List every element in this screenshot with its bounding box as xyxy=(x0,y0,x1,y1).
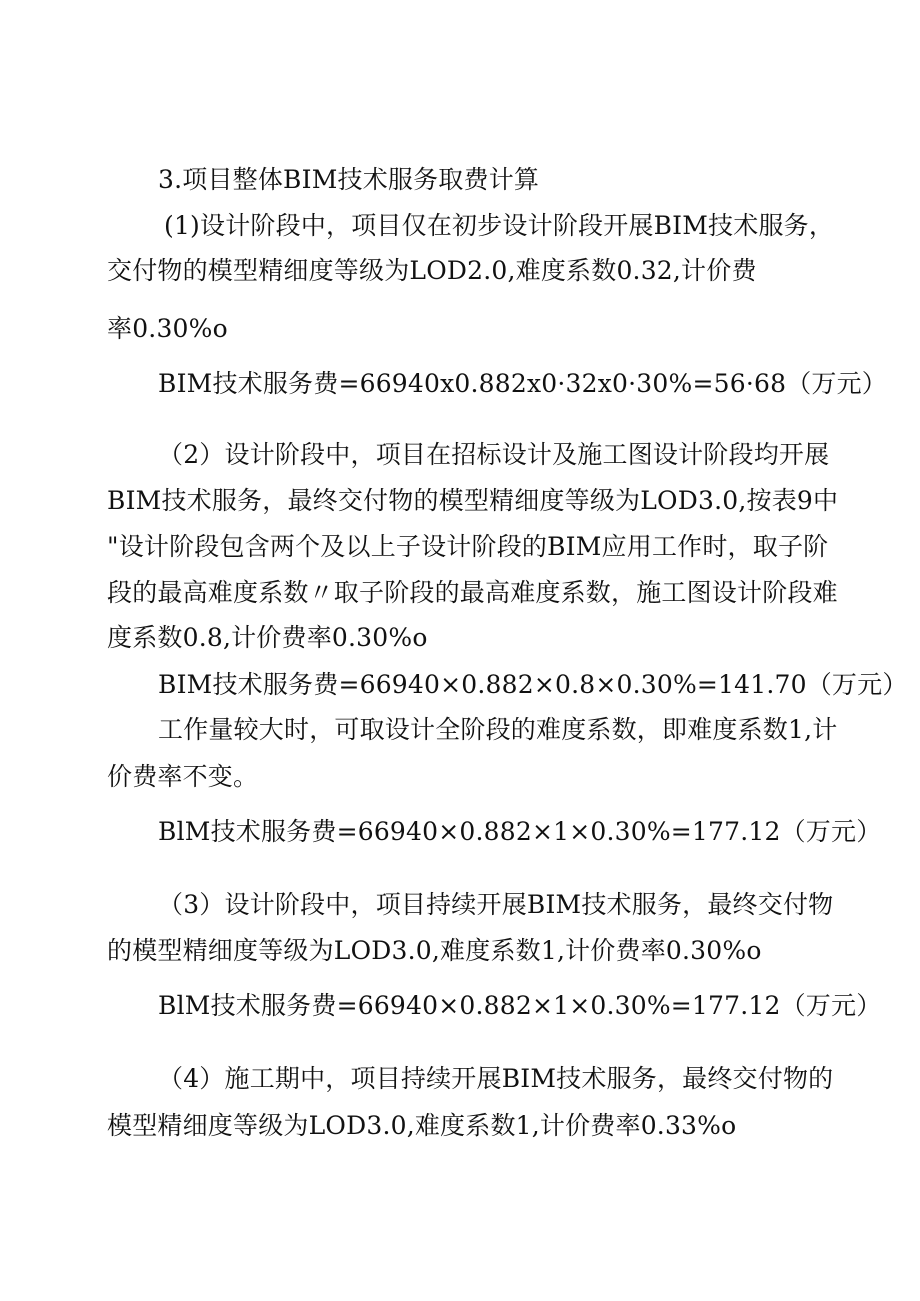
paragraph-2-line-5: 度系数0.8,计价费率0.30%o xyxy=(107,623,428,652)
formula-1: BIM技术服务费=66940x0.882x0·32x0·30%=56·68（万元） xyxy=(158,369,887,398)
paragraph-2b-line-2: 价费率不变。 xyxy=(107,762,259,791)
paragraph-3-line-2: 的模型精细度等级为LOD3.0,难度系数1,计价费率0.30%o xyxy=(107,936,762,965)
paragraph-2-line-3: "设计阶段包含两个及以上子设计阶段的BIM应用工作时，取子阶 xyxy=(107,532,829,561)
paragraph-1-line-1: (1)设计阶段中，项目仅在初步设计阶段开展BIM技术服务， xyxy=(164,211,835,240)
paragraph-1-line-2: 交付物的模型精细度等级为LOD2.0,难度系数0.32,计价费 xyxy=(107,256,757,285)
paragraph-3-line-1: （3）设计阶段中，项目持续开展BIM技术服务，最终交付物 xyxy=(158,890,834,919)
paragraph-4-line-1: （4）施工期中，项目持续开展BIM技术服务，最终交付物的 xyxy=(158,1064,834,1093)
formula-2: BIM技术服务费=66940×0.882×0.8×0.30%=141.70（万元） xyxy=(158,670,908,699)
section-heading: 3.项目整体BIM技术服务取费计算 xyxy=(158,165,540,194)
paragraph-4-line-2: 模型精细度等级为LOD3.0,难度系数1,计价费率0.33%o xyxy=(107,1111,737,1140)
paragraph-1-line-3: 率0.30%o xyxy=(107,314,228,343)
formula-4: BlM技术服务费=66940×0.882×1×0.30%=177.12（万元） xyxy=(158,991,882,1020)
formula-3: BlM技术服务费=66940×0.882×1×0.30%=177.12（万元） xyxy=(158,817,882,846)
paragraph-2-line-1: （2）设计阶段中，项目在招标设计及施工图设计阶段均开展 xyxy=(158,440,830,469)
paragraph-2-line-4: 段的最高难度系数〃取子阶段的最高难度系数，施工图设计阶段难 xyxy=(107,578,838,607)
paragraph-2b-line-1: 工作量较大时，可取设计全阶段的难度系数，即难度系数1,计 xyxy=(158,715,838,744)
paragraph-2-line-2: BIM技术服务，最终交付物的模型精细度等级为LOD3.0,按表9中 xyxy=(107,486,839,515)
